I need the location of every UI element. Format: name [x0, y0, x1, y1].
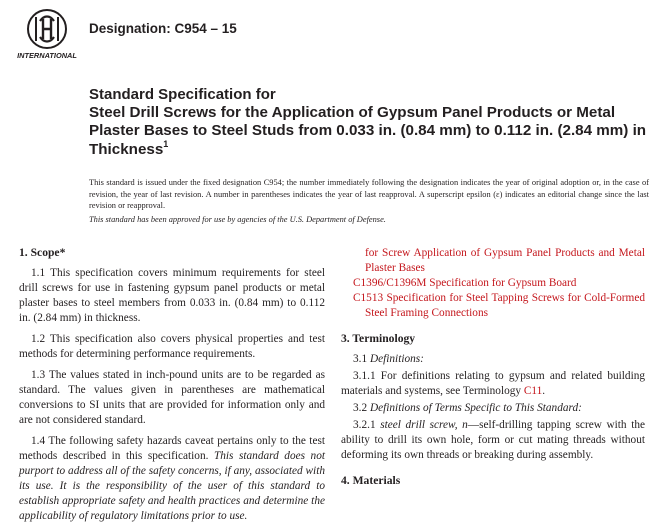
- paragraph-1-4: [19, 434, 325, 524]
- paragraph-3-2-1: [341, 418, 645, 463]
- reference-link-c11[interactable]: C11: [523, 385, 543, 397]
- section-number: 3.1: [353, 353, 370, 365]
- paragraph-3-1-1-text: 3.1.1 For definitions relating to gypsum and related building materials and systems, see Terminology: [341, 370, 645, 397]
- materials-heading: 4. Materials: [341, 474, 401, 487]
- safety-caveat: This standard does not purport to address all of the safety concerns, if any, associated with its use. It is the responsibility of the user of this standard to establish appropriate safety and health practices and determine the applicability of regulatory limitations prior to use.: [19, 450, 325, 522]
- right-column: [341, 246, 645, 494]
- referenced-documents-list: [341, 246, 645, 321]
- scope-heading: 1. Scope*: [19, 246, 66, 259]
- reference-item: [341, 276, 645, 291]
- reference-link-c1513[interactable]: C1513: [353, 292, 384, 304]
- paragraph-3-2: [341, 401, 645, 416]
- reference-link-c1396[interactable]: C1396/C1396M: [353, 277, 427, 289]
- defined-term: steel drill screw, n: [380, 419, 468, 431]
- definition-text: —self-drilling tapping screw with the ability to drill its own hole, form or cut mating threads without deforming its own threads or breaking during assembly.: [341, 419, 645, 461]
- dod-approval-note: This standard has been approved for use by agencies of the U.S. Department of Defense.: [89, 215, 386, 224]
- section-number: 3.2.1: [353, 419, 381, 431]
- astm-logo-mark: [14, 7, 80, 61]
- specific-definitions-label: Definitions of Terms Specific to This Standard:: [369, 402, 582, 414]
- reference-title: Specification for Steel Tapping Screws for Cold-Formed Steel Framing Connections: [365, 292, 645, 319]
- reference-title: Specification for Gypsum Board: [429, 277, 577, 289]
- sentence-end: .: [542, 385, 546, 397]
- paragraph-3-1-1: [341, 369, 645, 399]
- astm-logo: [14, 7, 80, 61]
- paragraph-3-1: [341, 352, 645, 367]
- definitions-label: Definitions:: [369, 353, 424, 365]
- designation: Designation: C954 – 15: [89, 21, 237, 36]
- reference-item: [341, 291, 645, 321]
- reference-continued-text: for Screw Application of Gypsum Panel Products and Metal Plaster Bases: [365, 247, 645, 274]
- standard-title: [89, 86, 649, 159]
- paragraph-1-3: 1.3 The values stated in inch-pound units are to be regarded as standard. The values given in parentheses are mathematical conversions to SI units that are provided for information only and are not considered standard.: [19, 369, 325, 426]
- terminology-heading: 3. Terminology: [341, 332, 416, 345]
- paragraph-1-1: 1.1 This specification covers minimum requirements for steel drill screws for use in fastening gypsum panel products or metal plaster bases to steel members from 0.033 in. (0.84 mm) to 0.112 in. (2.84 mm) in thickness.: [19, 267, 325, 324]
- title-main: [89, 104, 649, 159]
- paragraph-1-4-text: 1.4 The following safety hazards caveat pertains only to the test methods described in this specification.: [19, 435, 325, 462]
- title-main-text: Steel Drill Screws for the Application of Gypsum Panel Products or Metal Plaster Bases to Steel Studs from 0.033 in. (0.84 mm) to 0.112 in. (2.84 mm) in Thickness: [89, 104, 647, 158]
- logo-text: INTERNATIONAL: [17, 51, 77, 60]
- title-footnote-mark: 1: [163, 138, 169, 149]
- title-line-1: Standard Specification for: [89, 86, 276, 103]
- issuance-note: This standard is issued under the fixed designation C954; the number immediately following the designation indicates the year of original adoption or, in the case of revision, the year of last revision. A number in parentheses indicates the year of last reapproval. A superscript epsilon (ε) indicates an editorial change since the last revision or reapproval.: [89, 178, 649, 210]
- section-number: 3.2: [353, 402, 370, 414]
- paragraph-1-2: 1.2 This specification also covers physical properties and test methods for determining performance requirements.: [19, 333, 325, 360]
- left-column: [19, 245, 325, 530]
